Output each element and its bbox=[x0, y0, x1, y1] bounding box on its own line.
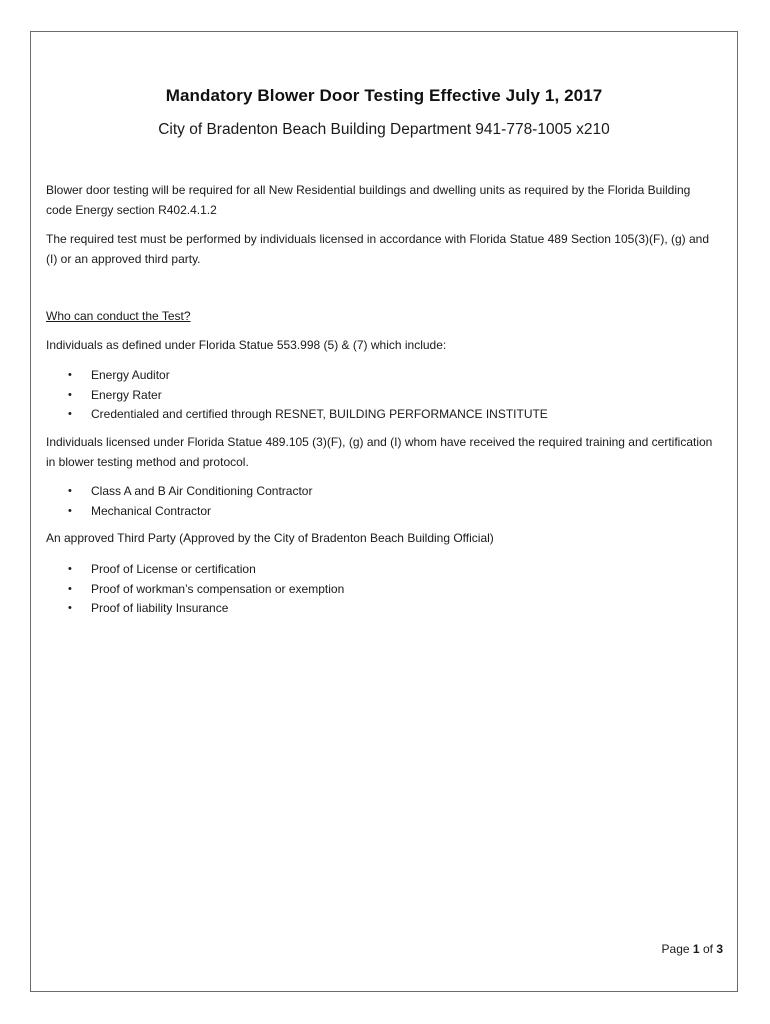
list-item bbox=[46, 386, 716, 406]
list-third-party-requirements bbox=[46, 560, 716, 619]
document-page bbox=[30, 31, 738, 992]
list-item-text: Proof of workman’s compensation or exemption bbox=[91, 581, 345, 596]
bullet-icon: • bbox=[68, 504, 72, 517]
list-qualified-individuals bbox=[46, 366, 716, 425]
list-item-text: Class A and B Air Conditioning Contractor bbox=[91, 484, 313, 498]
paragraph-licensed-individuals: Individuals licensed under Florida Statue 489.105 (3)(F), (g) and (I) whom have received the required training and certification in blower testing method and protocol. bbox=[46, 435, 713, 469]
bullet-icon: • bbox=[68, 602, 72, 614]
paragraph-third-party: An approved Third Party (Approved by the City of Bradenton Beach Building Official) bbox=[46, 531, 494, 545]
paragraph-licensing: The required test must be performed by individuals licensed in accordance with Florida Statue 489 Section 105(3)(F), (g) and (I) or an approved third party. bbox=[46, 232, 710, 266]
bullet-icon: • bbox=[68, 408, 72, 420]
list-item bbox=[46, 482, 716, 502]
bullet-icon: • bbox=[68, 485, 72, 497]
section-heading-who: Who can conduct the Test? bbox=[46, 309, 191, 323]
list-item bbox=[46, 405, 716, 425]
list-item bbox=[46, 560, 716, 580]
page-number-footer bbox=[662, 942, 723, 956]
document-title: Mandatory Blower Door Testing Effective July 1, 2017 bbox=[165, 86, 603, 105]
document-subtitle: City of Bradenton Beach Building Department 941-778-1005 x210 bbox=[158, 121, 610, 138]
list-item bbox=[46, 580, 716, 600]
page-label: Page bbox=[661, 942, 690, 956]
page-number: 1 bbox=[692, 942, 700, 956]
list-item-text: Mechanical Contractor bbox=[91, 503, 212, 518]
paragraph-requirement: Blower door testing will be required for all New Residential buildings and dwelling units as required by the Florida Building code Energy section R402.4.1.2 bbox=[46, 183, 691, 217]
paragraph-individuals-defined: Individuals as defined under Florida Statue 553.998 (5) & (7) which include: bbox=[46, 338, 447, 352]
list-item bbox=[46, 502, 716, 522]
bullet-icon: • bbox=[68, 582, 72, 595]
list-item bbox=[46, 599, 716, 619]
list-item-text: Proof of liability Insurance bbox=[91, 601, 229, 615]
bullet-icon: • bbox=[68, 388, 72, 401]
list-item-text: Credentialed and certified through RESNET, BUILDING PERFORMANCE INSTITUTE bbox=[91, 407, 548, 421]
list-item-text: Proof of License or certification bbox=[91, 562, 256, 576]
page-total: 3 bbox=[716, 942, 723, 956]
list-contractors bbox=[46, 482, 716, 521]
bullet-icon: • bbox=[68, 369, 72, 381]
of-label: of bbox=[702, 942, 713, 956]
bullet-icon: • bbox=[68, 563, 72, 575]
list-item-text: Energy Rater bbox=[91, 387, 162, 402]
list-item bbox=[46, 366, 716, 386]
list-item-text: Energy Auditor bbox=[91, 368, 170, 382]
